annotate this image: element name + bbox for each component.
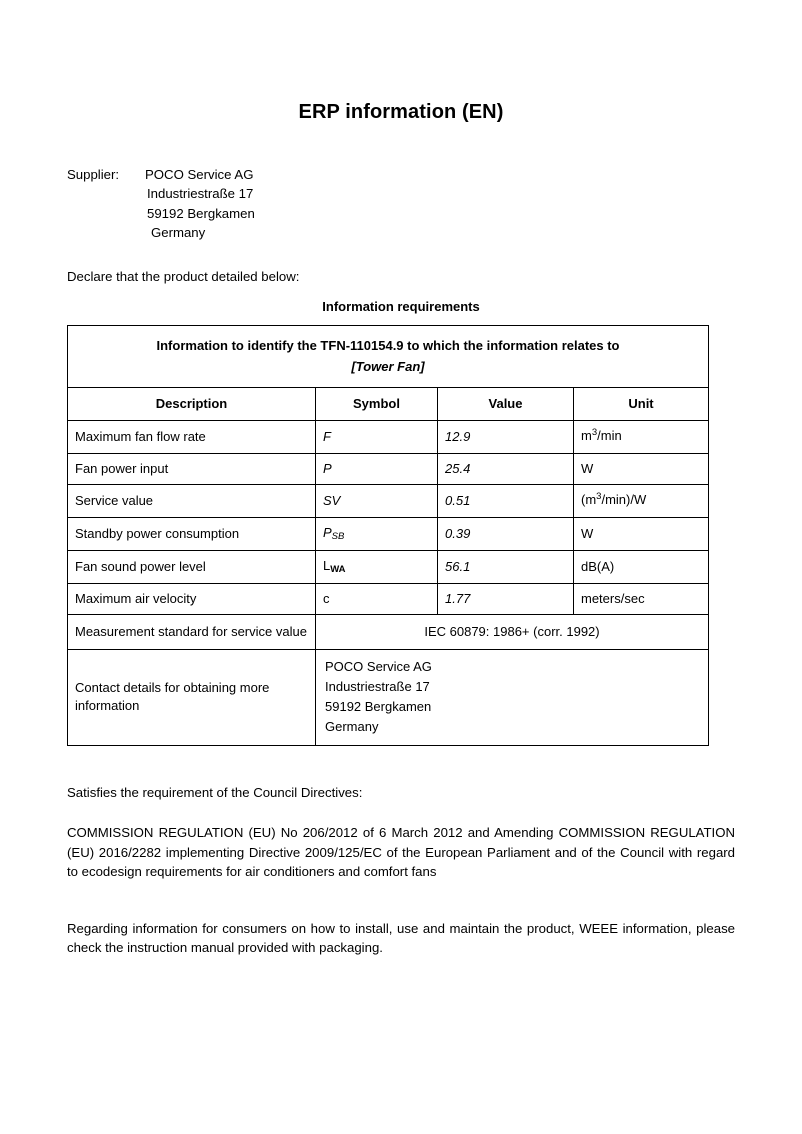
cell-value: 56.1	[438, 550, 574, 583]
column-header-value: Value	[438, 387, 574, 420]
cell-value: 1.77	[438, 583, 574, 614]
cell-unit: meters/sec	[574, 583, 709, 614]
column-header-description: Description	[68, 387, 316, 420]
cell-description: Fan sound power level	[68, 550, 316, 583]
supplier-address-line: Industriestraße 17	[147, 186, 254, 202]
cell-description: Fan power input	[68, 453, 316, 484]
cell-unit: W	[574, 453, 709, 484]
table-row	[68, 550, 709, 583]
table-row	[68, 517, 709, 550]
cell-description: Standby power consumption	[68, 517, 316, 550]
page-title: ERP information (EN)	[298, 101, 504, 123]
cell-description: Contact details for obtaining more information	[68, 649, 316, 745]
cell-symbol: $P_{SB}$	[316, 517, 438, 550]
cell-symbol: $L_{WA}$	[316, 550, 438, 583]
cell-unit: $(m^3/\min)/W$	[574, 484, 709, 517]
cell-symbol: F	[316, 420, 438, 453]
identify-cell	[68, 325, 709, 387]
column-header-unit: Unit	[574, 387, 709, 420]
column-header-symbol: Symbol	[316, 387, 438, 420]
cell-value: 0.39	[438, 517, 574, 550]
supplier-address-line: Germany	[151, 225, 206, 241]
cell-description: Maximum air velocity	[68, 583, 316, 614]
cell-value: 12.9	[438, 420, 574, 453]
regulation-paragraph: COMMISSION REGULATION (EU) No 206/2012 of 6 March 2012 and Amending COMMISSION REGULATION (EU) 2016/2282 implementing Directive 2009/125/EC of the European Parliament and of the Council with regard to ecodesign requirements for air conditioners and comfort fans	[67, 825, 735, 880]
table-header-row-identify	[68, 325, 709, 387]
contact-address-line: POCO Service AG	[325, 658, 432, 674]
cell-unit: dB(A)	[574, 550, 709, 583]
table-row-measurement-standard	[68, 614, 709, 649]
declare-statement: Declare that the product detailed below:	[67, 268, 300, 284]
cell-symbol: c	[316, 583, 438, 614]
table-row	[68, 484, 709, 517]
information-requirements-heading: Information requirements	[322, 298, 480, 314]
cell-symbol: SV	[316, 484, 438, 517]
cell-unit: W	[574, 517, 709, 550]
cell-measurement-standard-value: IEC 60879: 1986+ (corr. 1992)	[316, 614, 709, 649]
cell-value: 0.51	[438, 484, 574, 517]
contact-address-line: Industriestraße 17	[325, 678, 430, 694]
cell-unit: $m^3/\min$	[574, 420, 709, 453]
supplier-address	[145, 165, 735, 243]
table-row	[68, 453, 709, 484]
cell-symbol: P	[316, 453, 438, 484]
weee-paragraph: Regarding information for consumers on how to install, use and maintain the product, WEEE information, please check the instruction manual provided with packaging.	[67, 920, 735, 956]
supplier-address-line: 59192 Bergkamen	[147, 205, 255, 221]
product-type: [Tower Fan]	[351, 358, 425, 374]
cell-description: Measurement standard for service value	[68, 614, 316, 649]
erp-information-table	[67, 325, 709, 746]
cell-value: 25.4	[438, 453, 574, 484]
identify-heading: Information to identify the TFN-110154.9 to which the information relates to	[156, 337, 620, 353]
supplier-address-line: POCO Service AG	[145, 167, 254, 182]
table-row	[68, 583, 709, 614]
table-row	[68, 420, 709, 453]
contact-address-line: Germany	[325, 718, 379, 734]
cell-description: Service value	[68, 484, 316, 517]
cell-contact-details	[316, 649, 709, 745]
supplier-label: Supplier:	[67, 167, 120, 182]
supplier-block	[67, 165, 735, 243]
satisfies-statement: Satisfies the requirement of the Council Directives:	[67, 784, 363, 800]
contact-address-line: 59192 Bergkamen	[325, 698, 432, 714]
table-column-header-row	[68, 387, 709, 420]
table-row-contact	[68, 649, 709, 745]
cell-description: Maximum fan flow rate	[68, 420, 316, 453]
